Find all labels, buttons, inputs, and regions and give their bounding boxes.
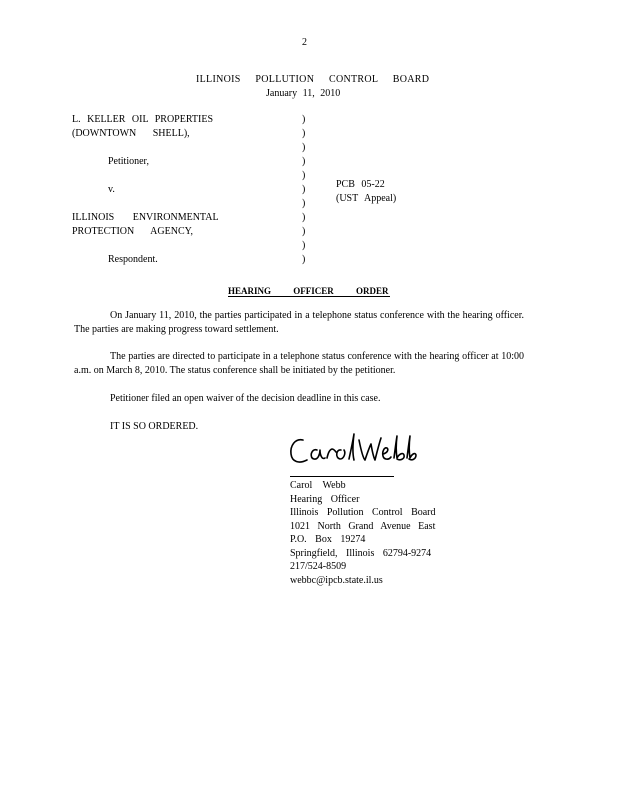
paragraph-text: Petitioner filed an open waiver of the decision deadline in this case. [110, 393, 381, 404]
signer-address: 1021 North Grand Avenue East [290, 520, 436, 532]
paragraph-1 [74, 309, 524, 337]
paragraph-3 [74, 392, 524, 406]
paragraph-text: On January 11, 2010, the parties participated in a telephone status conference with the hearing officer. The parties are making progress toward settlement. [74, 310, 524, 335]
paragraph-text: IT IS SO ORDERED. [110, 421, 199, 432]
caption-paren: ) [302, 184, 306, 195]
signature-line [290, 476, 394, 477]
caption-paren: ) [302, 212, 306, 223]
handwritten-signature [287, 430, 417, 474]
caption-paren: ) [302, 254, 306, 265]
signer-title: Hearing Officer [290, 493, 360, 505]
order-title: HEARING OFFICER ORDER [228, 286, 389, 296]
petitioner-role: Petitioner, [108, 156, 149, 167]
signer-phone: 217/524-8509 [290, 561, 347, 572]
title-underline [228, 296, 390, 297]
paragraph-2 [74, 350, 524, 378]
case-number: PCB 05-22 [336, 179, 385, 190]
caption-paren: ) [302, 142, 306, 153]
paragraph-text: The parties are directed to participate in a telephone status conference with the hearing officer at 10:00 a.m. on March 8, 2010. The status conference shall be initiated by the petitioner. [74, 351, 524, 376]
signer-email[interactable]: webbc@ipcb.state.il.us [290, 574, 383, 586]
signer-po-box: P.O. Box 19274 [290, 534, 366, 545]
page-number: 2 [302, 37, 307, 48]
caption-paren: ) [302, 114, 306, 125]
versus: v. [108, 184, 115, 195]
signer-org: Illinois Pollution Control Board [290, 507, 436, 518]
respondent-role: Respondent. [108, 254, 158, 265]
caption-paren: ) [302, 170, 306, 181]
caption-paren: ) [302, 226, 306, 237]
caption-paren: ) [302, 128, 306, 139]
caption-parentheses [302, 113, 305, 267]
signature-block [290, 479, 436, 587]
petitioner-name-line2: (DOWNTOWN SHELL), [72, 128, 190, 139]
caption-paren: ) [302, 240, 306, 251]
respondent-name-line2: PROTECTION AGENCY, [72, 226, 194, 237]
board-name: ILLINOIS POLLUTION CONTROL BOARD [196, 74, 430, 85]
respondent-name-line1: ILLINOIS ENVIRONMENTAL [72, 212, 219, 223]
order-date: January 11, 2010 [266, 88, 341, 99]
signer-city: Springfield, Illinois 62794-9274 [290, 547, 432, 559]
caption-paren: ) [302, 198, 306, 209]
case-type: (UST Appeal) [336, 193, 397, 204]
signer-name: Carol Webb [290, 480, 346, 491]
caption-paren: ) [302, 156, 306, 167]
petitioner-name-line1: L. KELLER OIL PROPERTIES [72, 114, 214, 125]
